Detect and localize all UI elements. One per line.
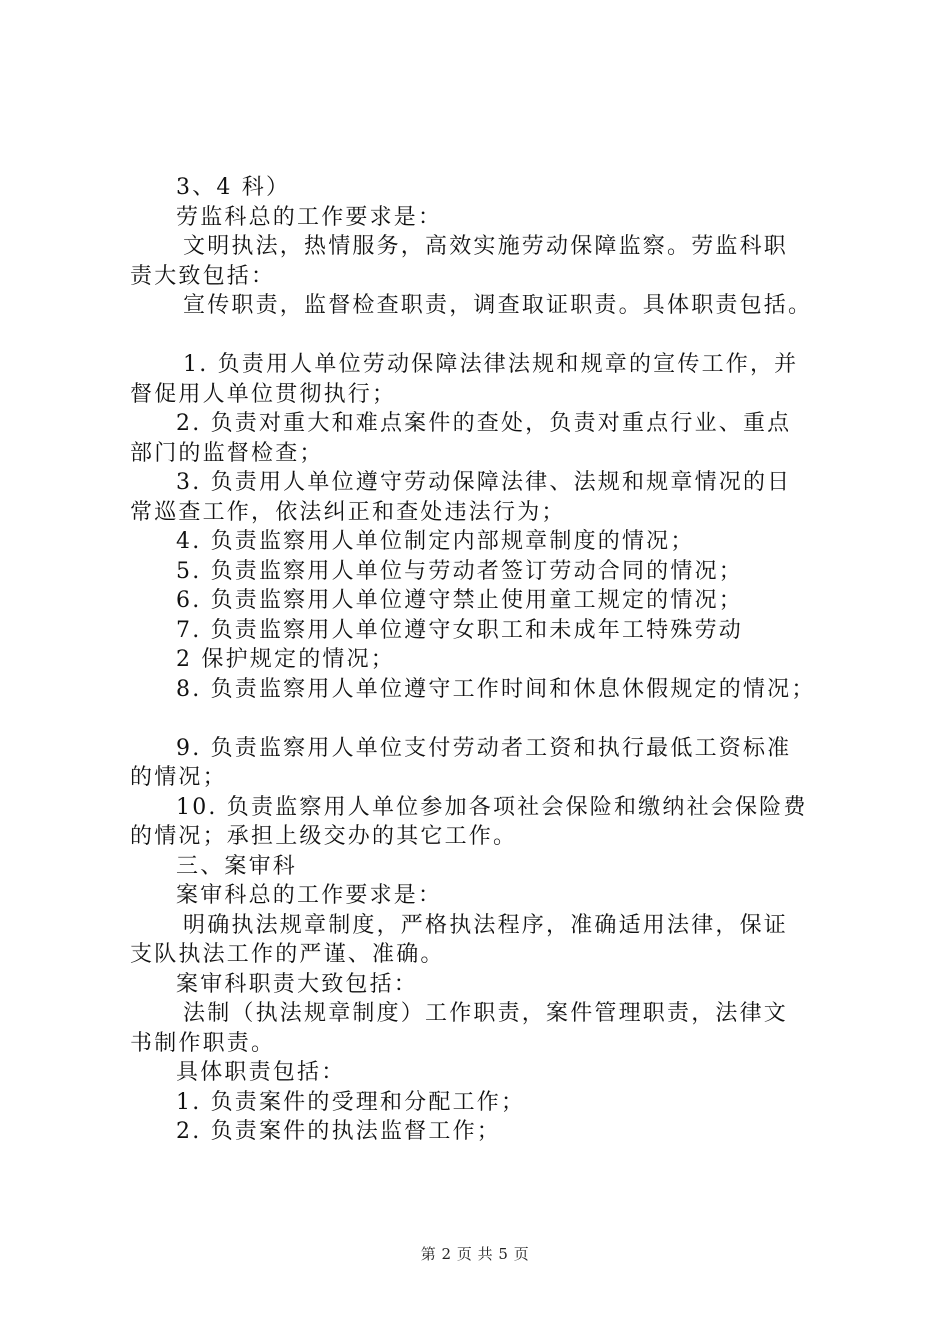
text-line: 责大致包括： [130,263,276,289]
text-line: 1. 负责用人单位劳动保障法律法规和规章的宣传工作，并 [183,352,799,377]
text-line: 的情况；承担上级交办的其它工作。 [130,824,518,849]
text-line: 督促用人单位贯彻执行； [130,381,397,407]
text-line: 具体职责包括： [176,1060,346,1085]
blank-line [130,321,840,351]
text-line: 法制（执法规章制度）工作职责，案件管理职责，法律文 [183,1001,789,1026]
text-line: 常巡查工作，依法纠正和查处违法行为； [130,499,566,525]
text-line: 宣传职责，监督检查职责，调查取证职责。具体职责包括。 [183,293,813,318]
text-line: 部门的监督检查； [130,440,324,466]
text-line: 10. 负责监察用人单位参加各项社会保险和缴纳社会保险费 [176,794,808,820]
text-line: 2 保护规定的情况； [176,647,395,672]
text-line: 2. 负责对重大和难点案件的查处，负责对重点行业、重点 [176,411,792,436]
text-line: 3、4 科） [176,175,291,200]
text-line: 劳监科总的工作要求是： [176,204,443,230]
text-line: 5. 负责监察用人单位与劳动者签订劳动合同的情况； [176,558,743,584]
text-line: 文明执法，热情服务，高效实施劳动保障监察。劳监科职 [183,234,789,259]
text-line: 的情况； [130,765,227,790]
text-line: 1. 负责案件的受理和分配工作； [176,1089,526,1115]
text-line: 书制作职责。 [130,1030,276,1056]
document-body [130,173,840,1147]
page-footer: 第 2 页 共 5 页 [420,1245,530,1263]
text-line: 7. 负责监察用人单位遵守女职工和未成年工特殊劳动 [176,617,743,643]
text-line: 案审科职责大致包括： [176,971,419,997]
text-line: 9. 负责监察用人单位支付劳动者工资和执行最低工资标准 [176,735,792,761]
text-line: 案审科总的工作要求是： [176,883,443,908]
text-line: 明确执法规章制度，严格执法程序，准确适用法律，保证 [183,912,789,938]
text-line: 支队执法工作的严谨、准确。 [130,942,445,967]
text-line: 6. 负责监察用人单位遵守禁止使用童工规定的情况； [176,588,743,613]
section-heading: 三、案审科 [176,853,298,879]
blank-line [130,704,840,734]
text-line: 3. 负责用人单位遵守劳动保障法律、法规和规章情况的日 [176,470,792,495]
text-line: 8. 负责监察用人单位遵守工作时间和休息休假规定的情况； [176,676,816,702]
text-line: 4. 负责监察用人单位制定内部规章制度的情况； [176,529,695,554]
text-line: 2. 负责案件的执法监督工作； [176,1119,501,1144]
